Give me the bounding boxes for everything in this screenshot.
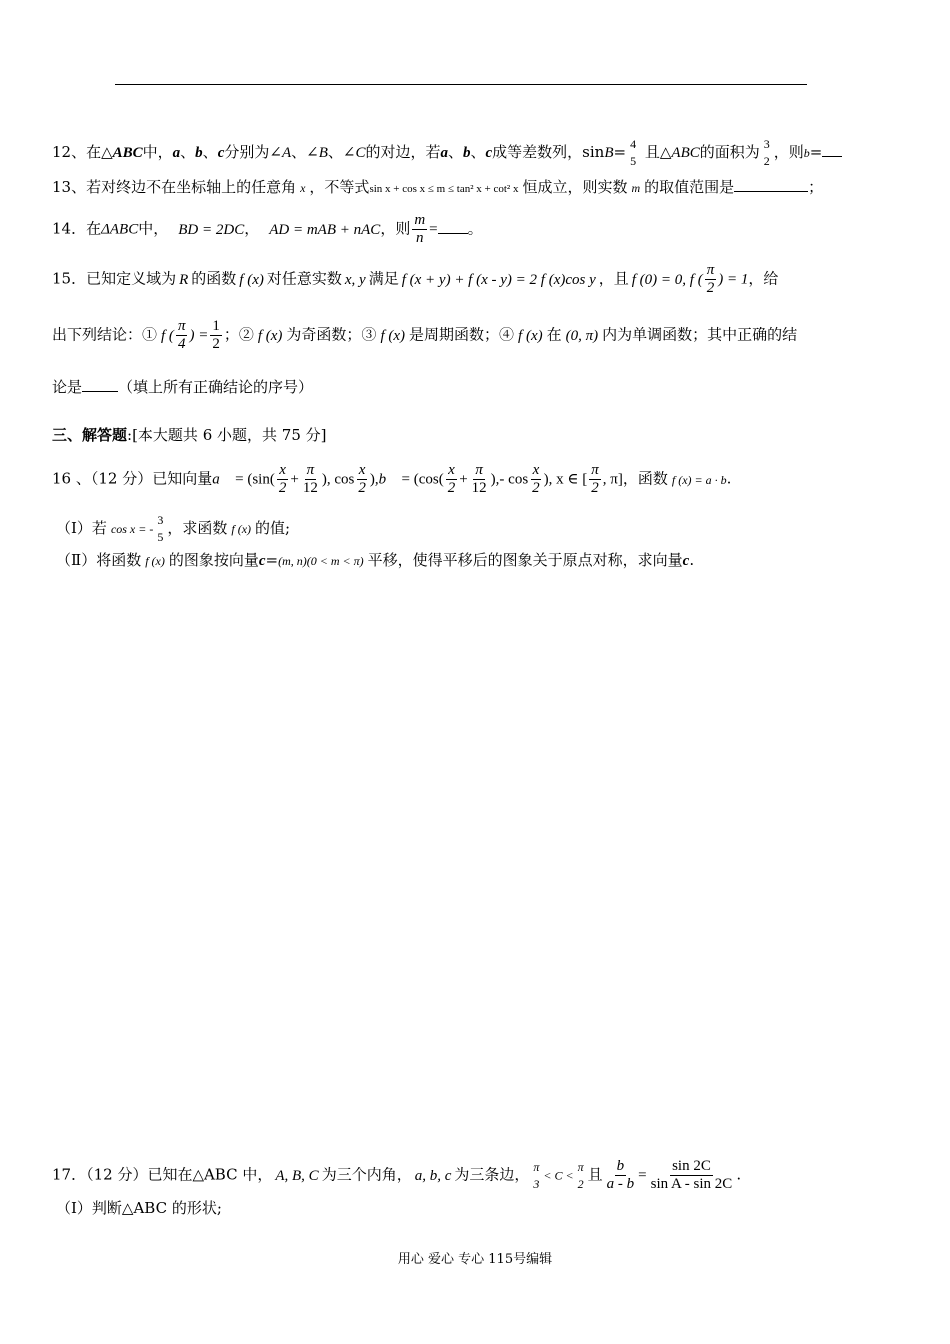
q17-fraction [531,1159,541,1193]
question-15-line-3 [52,376,313,397]
q16-1-text: ，求函数 [167,519,228,537]
q16-math: , π] [602,471,623,488]
q12-math: ABC [112,145,143,161]
fraction-denominator: 2 [278,480,287,496]
q12-math: B [318,145,328,161]
q15-text: 内为单调函数；其中正确的结 [602,325,798,344]
q16-1-text: 的值; [255,519,291,537]
fraction-numerator: 3 [763,137,770,151]
q15-text: 的函数 [191,269,237,288]
q16-math: ),- cos [490,471,529,488]
q16-math: ), [369,471,379,488]
q12-math: C [355,145,366,161]
fraction-numerator: sin 2C [672,1158,711,1174]
q15-text: 出下列结论：① [52,325,158,344]
page-footer: 用心 爱心 专心 115号编辑 [397,1252,553,1267]
q12-text: 、 [447,143,463,161]
q12-math: ABC [671,145,700,161]
answer-blank [82,376,118,392]
fraction-denominator: 2 [706,280,715,296]
fraction-denominator: 2 [358,480,366,496]
q17-fraction [576,1159,586,1193]
q16-1-fraction [155,512,165,546]
q12-math: b [195,145,203,161]
q12-text: 的对边，若 [365,143,441,161]
section-note: :[本大题共 6 小题，共 75 分] [127,426,327,444]
q15-fraction [176,318,188,353]
q16-2-math: f (x) [145,554,165,568]
q15-text: 是周期函数；④ [409,325,515,344]
q15-text: 在 [546,325,562,344]
q12-math: b [803,146,810,160]
q14-fraction [412,212,427,247]
q16-text: ，函数 [622,469,668,488]
q16-math: + [290,471,299,488]
q17-math: A, B, C [275,1167,319,1184]
q12-math: A [281,145,292,161]
q12-math: c [485,145,493,161]
q16-fraction [589,462,601,497]
q15-fraction [210,318,222,353]
section-heading [52,425,326,445]
q16-2-math: c [258,553,266,569]
header-rule [115,84,807,85]
q14-text: ， [244,219,260,238]
q16-math: a⃗ [212,471,232,488]
q15-math: f (x) [518,327,543,344]
q12-math: c [217,145,225,161]
fraction-denominator: 2 [763,154,770,168]
fraction-numerator: π [577,1159,584,1174]
fraction-numerator: b [616,1158,625,1174]
q17-text: . [736,1165,742,1184]
fraction-numerator: x [532,462,540,478]
q12-text: 12、在△ [52,143,113,161]
fraction-denominator: 2 [532,480,540,496]
q16-2-text: 平移，使得平移后的图象关于原点对称，求向量 [367,551,683,569]
q13-text: ，不等式 [309,178,370,196]
q16-1-math: cos x = - [110,522,154,536]
q16-fraction [356,462,368,497]
q16-2-text: 的图象按向量 [168,551,259,569]
q14-text: 14．在 [52,219,102,238]
fraction-numerator: m [414,212,426,228]
q16-2-math: c [682,553,690,569]
q15-math: R [179,271,189,288]
q12-math: b [462,145,471,161]
q15-math: ) = 1 [718,271,749,288]
q12-fraction-area [762,136,772,170]
question-17 [52,1158,741,1193]
q14-text: = [429,221,438,238]
q16-math: = (sin( [231,471,275,488]
q12-math: a [440,145,448,161]
fraction-numerator: π [591,462,599,478]
q12-math: B [604,145,614,161]
q14-text: 中， [138,219,169,238]
q17-math: = [638,1167,647,1184]
q16-fraction [301,462,320,497]
q15-text: 满足 [368,269,399,288]
q15-text: （填上所有正确结论的序号） [118,378,314,396]
fraction-denominator: 12 [471,480,487,496]
q16-1-text: （I）若 [56,519,107,537]
q12-text: ，则 [773,143,804,161]
q12-text: 、 [470,143,486,161]
q15-math: f (0) = 0, f ( [631,271,703,288]
q16-2-math: (m, n)(0 < m < π) [278,554,364,568]
q15-text: 论是 [52,378,83,396]
fraction-denominator: 3 [533,1176,540,1191]
q17-fraction [605,1158,637,1193]
section-title: 三、解答题 [52,426,128,444]
q16-math: b⃗ [378,471,398,488]
q15-math: f (x) [257,327,283,344]
question-15-line-1 [52,262,778,297]
fraction-denominator: sin A - sin 2C [650,1176,733,1192]
q16-2-text: （Ⅱ）将函数 [56,551,142,569]
q15-text: 对任意实数 [266,269,342,288]
fraction-numerator: x [448,462,455,478]
q15-math: f (x) [380,327,406,344]
fraction-denominator: 12 [302,480,318,496]
q16-math: ), x ∈ [ [543,471,588,488]
q17-text: 17．（12 分）已知在△ABC 中， [52,1165,273,1184]
fraction-denominator: n [416,230,424,246]
q16-math: + [459,471,468,488]
q16-2-text: . [689,551,695,569]
q14-text: 。 [467,219,483,238]
q15-text: 15．已知定义域为 [52,269,177,288]
q16-fraction [470,462,489,497]
q12-fraction-sinb [628,136,638,170]
q15-math: f (x + y) + f (x - y) = 2 f (x)cos y [401,271,596,288]
q17-text: 且 [587,1165,603,1184]
q16-math: = (cos( [397,471,444,488]
fraction-denominator: 2 [591,480,599,496]
q17-math: a, b, c [414,1167,452,1184]
q17-math: < C < [543,1168,574,1183]
fraction-denominator: 5 [630,154,637,168]
q17-1-text: （Ⅰ）判断△ABC 的形状; [56,1199,222,1217]
q14-math: ΔABC [101,221,139,238]
fraction-numerator: π [306,462,315,478]
q15-text: 为奇函数；③ [286,325,377,344]
fraction-numerator: x [279,462,286,478]
q14-math: AD = mAB + nAC [269,221,381,238]
q14-math: BD = 2DC [178,221,245,238]
question-12 [52,136,842,170]
q13-text: ； [808,178,824,196]
q17-text: 为三个内角， [321,1165,412,1184]
q13-text: 恒成立，则实数 [522,178,628,196]
question-16-part-2 [56,550,694,571]
q13-inequality: sin x + cos x ≤ m ≤ tan² x + cot² x [369,183,519,195]
q12-text: = [809,143,823,161]
fraction-numerator: 3 [157,513,164,527]
q12-text: 且△ [640,143,672,161]
q15-math: x, y [344,271,366,288]
fraction-denominator: 2 [212,336,220,352]
q12-text: 、 [202,143,218,161]
q12-text: 的面积为 [699,143,760,161]
q13-math: x [300,181,306,195]
q16-fraction [277,462,289,497]
q15-text: ；② [223,325,254,344]
q17-text: 为三条边， [454,1165,530,1184]
q17-fraction [649,1158,735,1193]
q12-text: 成等差数列，sin [492,143,605,161]
q12-text: 、∠ [291,143,319,161]
question-14 [52,212,483,247]
q12-text: = [613,143,627,161]
q12-text: 分别为∠ [224,143,282,161]
question-13 [52,176,823,199]
fraction-denominator: a - b [606,1176,635,1192]
q15-math: (0, π) [565,327,599,344]
fraction-numerator: 1 [212,318,220,334]
answer-blank [438,218,468,234]
fraction-denominator: 4 [177,336,186,352]
q15-fraction [705,262,717,297]
fraction-numerator: x [358,462,366,478]
fraction-numerator: 4 [630,137,637,151]
q12-text: 、 [180,143,196,161]
q16-1-math: f (x) [231,522,252,536]
fraction-denominator: 5 [157,530,164,544]
question-16 [52,462,731,497]
question-16-part-1 [56,512,290,546]
answer-blank [822,141,842,157]
q16-text: 16 、（12 分）已知向量 [52,469,213,488]
q16-math: f (x) = a · b [671,472,727,487]
fraction-denominator: 2 [577,1176,584,1191]
q15-math: f (x) [239,271,264,288]
fraction-numerator: π [706,262,715,278]
q15-math: ) = [189,327,209,344]
q15-math: f ( [161,327,174,344]
q13-math: m [631,181,641,195]
q14-text: ，则 [380,219,411,238]
q15-text: ，给 [748,269,779,288]
fraction-numerator: π [177,318,186,334]
question-17-part-1 [56,1198,222,1218]
q13-text: 13、若对终边不在坐标轴上的任意角 [52,178,297,196]
q16-2-text: = [265,551,279,569]
fraction-denominator: 2 [447,480,456,496]
q13-text: 的取值范围是 [644,178,735,196]
q16-fraction [530,462,542,497]
q16-math: ), cos [321,471,355,488]
question-15-line-2 [52,318,797,353]
q16-fraction [446,462,458,497]
fraction-numerator: π [533,1159,540,1174]
q12-text: 中， [142,143,173,161]
q12-math: a [172,145,181,161]
q16-text: . [726,469,732,488]
fraction-numerator: π [475,462,483,478]
answer-blank [734,176,808,192]
q12-text: 、∠ [327,143,356,161]
q15-text: ，且 [598,269,629,288]
